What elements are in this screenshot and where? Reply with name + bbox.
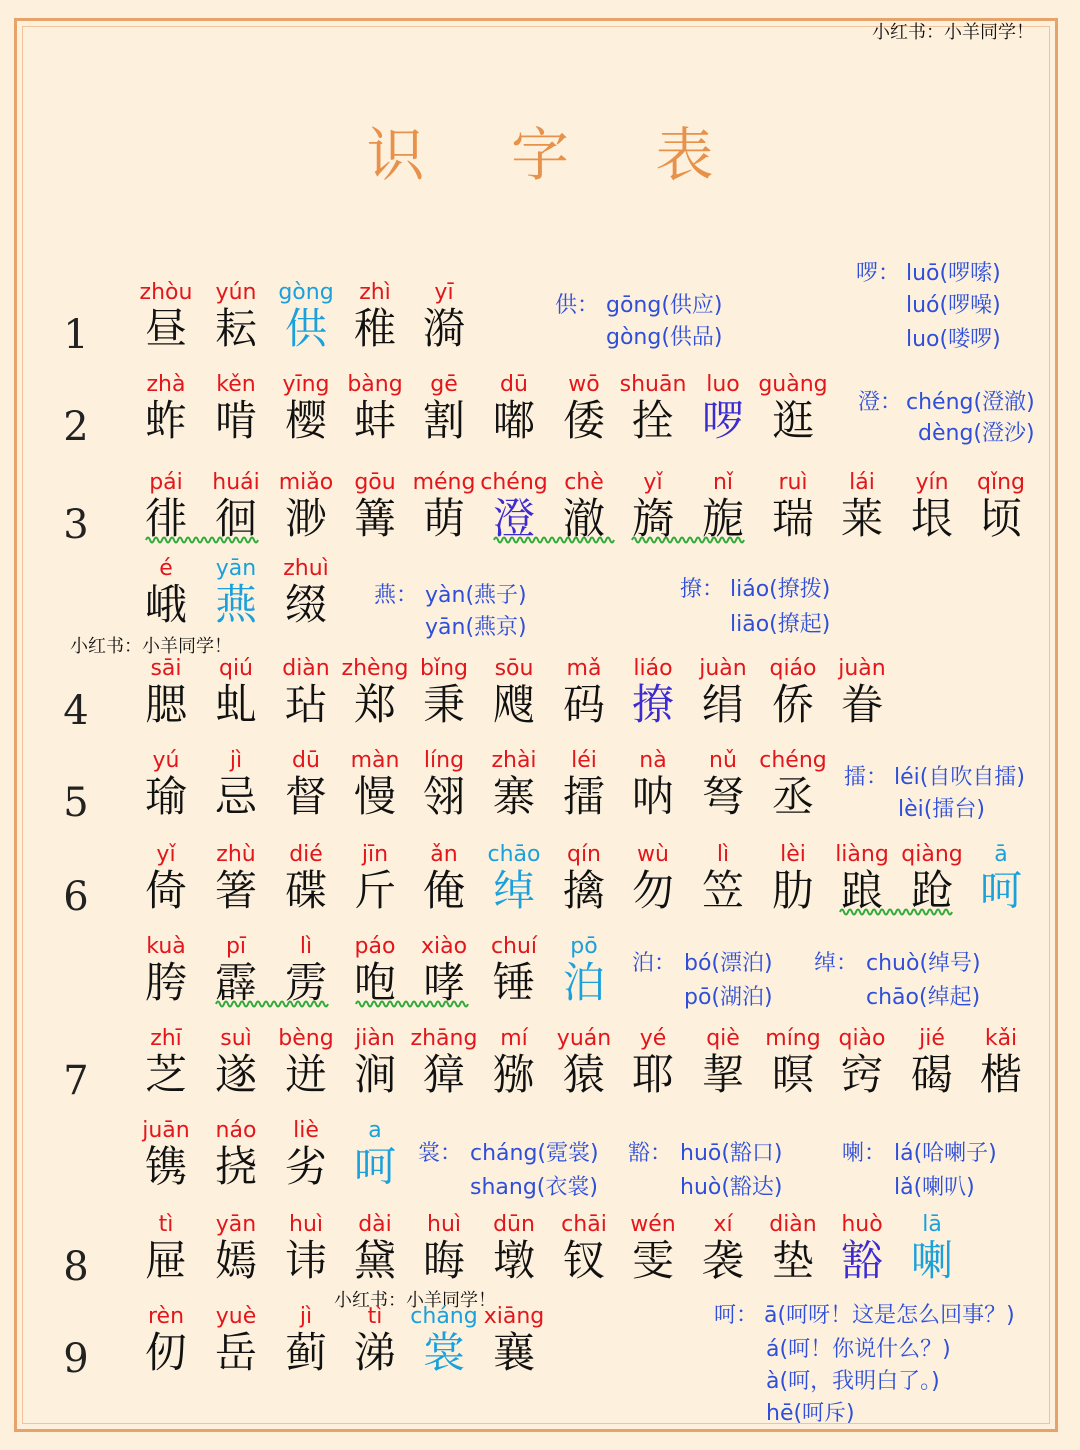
pinyin: xiāng: [483, 1304, 545, 1329]
pinyin: sāi: [150, 656, 182, 681]
hanzi: 眷: [840, 680, 883, 729]
note-luo-1: luō(啰嗦): [906, 261, 1001, 286]
pinyin: tì: [158, 1212, 174, 1237]
hanzi: 雳: [284, 958, 327, 1007]
hanzi: 翎: [422, 772, 465, 821]
note-lei-1: léi(自吹自擂): [894, 765, 1025, 790]
hanzi: 燕: [214, 580, 257, 629]
note-luo-2: luó(啰噪): [906, 293, 1001, 318]
hanzi: 讳: [284, 1236, 327, 1285]
pinyin: chāi: [561, 1212, 607, 1237]
pinyin: yuán: [556, 1026, 612, 1051]
hanzi: 徊: [214, 494, 257, 543]
pinyin: qiáo: [769, 656, 817, 681]
hanzi: 弩: [701, 772, 744, 821]
pinyin: kǎi: [984, 1026, 1018, 1051]
pinyin: guàng: [758, 372, 828, 397]
note-liao-1: liáo(撩拨): [730, 577, 831, 602]
note-liao-head: 撩：: [680, 577, 725, 602]
hanzi: 蚱: [144, 396, 187, 445]
hanzi: 瑜: [144, 772, 187, 821]
pinyin: lì: [299, 934, 313, 959]
note-luo-3: luo(喽啰): [906, 327, 1001, 352]
note-yan-head: 燕：: [374, 583, 419, 608]
watermark-lower: 小红书：小羊同学！: [334, 1290, 496, 1311]
hanzi: 郑: [353, 680, 396, 729]
pinyin: yǐ: [643, 470, 663, 495]
hanzi: 劣: [284, 1142, 327, 1191]
pinyin: gōu: [354, 470, 396, 495]
pinyin: jié: [919, 1026, 945, 1051]
hanzi: 哮: [422, 958, 465, 1007]
pinyin: chāo: [487, 842, 541, 867]
pinyin: yān: [215, 556, 257, 581]
hanzi: 呐: [631, 772, 674, 821]
note-bo-1: bó(漂泊): [684, 951, 773, 976]
pinyin: zhài: [491, 748, 537, 773]
row-number: 7: [63, 1058, 89, 1104]
pinyin: mǎ: [566, 656, 602, 681]
hanzi: 峨: [144, 580, 187, 629]
row-number: 3: [63, 502, 89, 548]
hanzi: 啰: [701, 396, 744, 445]
hanzi: 窍: [840, 1050, 883, 1099]
note-gong-1: gōng(供应): [606, 293, 723, 318]
hanzi: 虬: [214, 680, 257, 729]
hanzi: 猕: [492, 1050, 535, 1099]
hanzi: 旖: [631, 494, 674, 543]
row-number: 8: [63, 1244, 89, 1290]
hanzi: 侨: [771, 680, 814, 729]
pinyin: liè: [293, 1118, 319, 1143]
hanzi: 屉: [144, 1236, 187, 1285]
pinyin: zhù: [216, 842, 256, 867]
note-huo-1: huō(豁口): [680, 1141, 783, 1166]
hanzi: 玷: [284, 680, 327, 729]
pinyin: tì: [367, 1304, 383, 1329]
hanzi: 喇: [910, 1236, 953, 1285]
hanzi: 蓟: [284, 1328, 327, 1377]
note-gong-head: 供：: [555, 293, 600, 318]
hanzi: 芝: [144, 1050, 187, 1099]
hanzi: 寨: [492, 772, 535, 821]
hanzi: 豁: [840, 1236, 883, 1285]
pinyin: bèng: [278, 1026, 334, 1051]
note-shang-1: cháng(霓裳): [470, 1141, 599, 1166]
pinyin: lā: [922, 1212, 942, 1237]
hanzi: 旎: [701, 494, 744, 543]
pinyin: liáo: [633, 656, 673, 681]
pinyin: gē: [430, 372, 458, 397]
hanzi: 莱: [840, 494, 883, 543]
note-chuo-2: chāo(绰起): [866, 985, 981, 1010]
pinyin: màn: [350, 748, 400, 773]
hanzi: 绢: [701, 680, 744, 729]
note-cheng-1: chéng(澄澈): [906, 390, 1035, 415]
hanzi: 挠: [214, 1142, 257, 1191]
note-liao-2: liāo(撩起): [730, 612, 831, 637]
pinyin: lái: [849, 470, 875, 495]
pinyin: zhà: [146, 372, 186, 397]
hanzi: 肋: [771, 866, 814, 915]
pinyin: nà: [639, 748, 667, 773]
pinyin: dié: [289, 842, 323, 867]
hanzi: 雯: [631, 1236, 674, 1285]
row-number: 6: [63, 874, 89, 920]
pinyin: yī: [434, 280, 454, 305]
pinyin: qiàng: [901, 842, 963, 867]
hanzi: 缀: [284, 580, 327, 629]
hanzi: 勿: [631, 866, 674, 915]
pinyin: chéng: [480, 470, 548, 495]
hanzi: 嘟: [492, 396, 535, 445]
pinyin: qiè: [706, 1026, 740, 1051]
hanzi: 顷: [979, 494, 1022, 543]
hanzi: 箸: [214, 866, 257, 915]
hanzi: 呵: [979, 866, 1022, 915]
hanzi: 迸: [284, 1050, 327, 1099]
pinyin: míng: [765, 1026, 821, 1051]
hanzi: 垫: [771, 1236, 814, 1285]
hanzi: 秉: [422, 680, 465, 729]
pinyin: yǐ: [156, 842, 176, 867]
pinyin: yú: [152, 748, 180, 773]
hanzi: 钗: [562, 1236, 605, 1285]
pinyin: nǔ: [709, 748, 737, 773]
hanzi: 挈: [701, 1050, 744, 1099]
pinyin: kuà: [146, 934, 186, 959]
pinyin: dài: [358, 1212, 392, 1237]
note-bo-head: 泊：: [632, 951, 677, 976]
note-gong-2: gòng(供品): [606, 325, 723, 350]
note-cheng-2: dèng(澄沙): [918, 421, 1035, 446]
pinyin: xiào: [420, 934, 468, 959]
hanzi: 慢: [353, 772, 396, 821]
hanzi: 呵: [353, 1142, 396, 1191]
hanzi: 码: [562, 680, 605, 729]
pinyin: pī: [225, 934, 247, 959]
pinyin: cháng: [410, 1304, 478, 1329]
hanzi: 笠: [701, 866, 744, 915]
pinyin: diàn: [769, 1212, 817, 1237]
hanzi: 徘: [144, 494, 187, 543]
pinyin: huì: [427, 1212, 461, 1237]
pinyin: ruì: [778, 470, 808, 495]
hanzi: 涕: [353, 1328, 396, 1377]
pinyin: juàn: [838, 656, 886, 681]
pinyin: yuè: [215, 1304, 257, 1329]
hanzi: 裳: [422, 1328, 465, 1377]
pinyin: gòng: [278, 280, 334, 305]
note-huo-head: 豁：: [628, 1141, 673, 1166]
pinyin: chéng: [759, 748, 827, 773]
pinyin: sōu: [494, 656, 534, 681]
pinyin: yín: [915, 470, 949, 495]
hanzi: 泊: [562, 958, 605, 1007]
hanzi: 晦: [422, 1236, 465, 1285]
pinyin: dū: [292, 748, 320, 773]
hanzi: 咆: [353, 958, 396, 1007]
pinyin: yān: [215, 1212, 257, 1237]
pinyin: nǐ: [712, 470, 734, 495]
pinyin: huò: [841, 1212, 883, 1237]
hanzi: 獐: [422, 1050, 465, 1099]
pinyin: zhèng: [341, 656, 409, 681]
hanzi: 逛: [771, 396, 814, 445]
hanzi: 跄: [910, 866, 953, 915]
pinyin: wén: [630, 1212, 676, 1237]
hanzi: 耶: [631, 1050, 674, 1099]
pinyin: yún: [215, 280, 257, 305]
pinyin: pái: [149, 470, 183, 495]
pinyin: qín: [566, 842, 602, 867]
hanzi: 丞: [771, 772, 814, 821]
note-yan-2: yān(燕京): [425, 615, 527, 640]
note-huo-2: huò(豁达): [680, 1175, 783, 1200]
pinyin: juàn: [699, 656, 747, 681]
hanzi: 嫣: [214, 1236, 257, 1285]
hanzi: 暝: [771, 1050, 814, 1099]
hanzi: 瑞: [771, 494, 814, 543]
note-bo-2: pō(湖泊): [684, 985, 773, 1010]
pinyin: shuān: [619, 372, 687, 397]
note-he-2: á(呵！你说什么？): [766, 1337, 951, 1362]
hanzi: 忌: [214, 772, 257, 821]
pinyin: yīng: [282, 372, 330, 397]
pinyin: jì: [229, 748, 243, 773]
hanzi: 垠: [910, 494, 953, 543]
note-cheng-head: 澄：: [858, 390, 903, 415]
pinyin: náo: [215, 1118, 257, 1143]
hanzi: 澈: [562, 494, 605, 543]
pinyin: léi: [571, 748, 597, 773]
pinyin: mí: [500, 1026, 528, 1051]
pinyin: dū: [500, 372, 528, 397]
hanzi: 霹: [214, 958, 257, 1007]
pinyin: pō: [570, 934, 598, 959]
hanzi: 襄: [492, 1328, 535, 1377]
hanzi: 拴: [631, 396, 674, 445]
hanzi: 篝: [353, 494, 396, 543]
hanzi: 飕: [492, 680, 535, 729]
pinyin: juān: [142, 1118, 190, 1143]
row-number: 4: [63, 688, 89, 734]
hanzi: 供: [284, 304, 327, 353]
note-chuo-head: 绰：: [814, 951, 859, 976]
pinyin: zhāng: [410, 1026, 478, 1051]
hanzi: 镌: [144, 1142, 187, 1191]
note-he-1: ā(呵呀！这是怎么回事？): [764, 1303, 1015, 1328]
pinyin: huì: [289, 1212, 323, 1237]
row-number: 1: [63, 312, 89, 358]
pinyin: wō: [568, 372, 600, 397]
pinyin: zhì: [359, 280, 391, 305]
pinyin: jì: [299, 1304, 313, 1329]
pinyin: rèn: [147, 1304, 185, 1329]
pinyin: zhuì: [283, 556, 329, 581]
hanzi: 昼: [144, 304, 187, 353]
hanzi: 碣: [910, 1050, 953, 1099]
page-title: 识 字 表: [366, 121, 748, 189]
hanzi: 蚌: [353, 396, 396, 445]
pinyin: jiàn: [355, 1026, 395, 1051]
hanzi: 漪: [422, 304, 465, 353]
hanzi: 樱: [284, 396, 327, 445]
hanzi: 袭: [701, 1236, 744, 1285]
note-he-4: hē(呵斥): [766, 1401, 855, 1426]
hanzi: 啃: [214, 396, 257, 445]
pinyin: luo: [706, 372, 740, 397]
pinyin: zhòu: [139, 280, 193, 305]
hanzi: 俺: [422, 866, 465, 915]
pinyin: suì: [220, 1026, 252, 1051]
note-lei-head: 擂：: [844, 765, 889, 790]
pinyin: chuí: [490, 934, 538, 959]
note-chuo-1: chuò(绰号): [866, 951, 981, 976]
hanzi: 督: [284, 772, 327, 821]
pinyin: lèi: [780, 842, 806, 867]
note-he-head: 呵：: [714, 1303, 759, 1328]
hanzi: 黛: [353, 1236, 396, 1285]
pinyin: diàn: [282, 656, 330, 681]
pinyin: páo: [354, 934, 396, 959]
pinyin: yé: [639, 1026, 667, 1051]
pinyin: a: [368, 1118, 382, 1143]
pinyin: kěn: [216, 372, 256, 397]
note-he-3: à(呵，我明白了。): [766, 1369, 940, 1394]
hanzi: 斤: [353, 866, 396, 915]
row-number: 2: [63, 404, 89, 450]
pinyin: chè: [564, 470, 604, 495]
pinyin: líng: [423, 748, 465, 773]
hanzi: 踉: [840, 866, 883, 915]
hanzi: 涧: [353, 1050, 396, 1099]
pinyin: ā: [994, 842, 1008, 867]
hanzi: 渺: [284, 494, 327, 543]
hanzi: 擒: [562, 866, 605, 915]
pinyin: bàng: [347, 372, 403, 397]
note-yan-1: yàn(燕子): [425, 583, 527, 608]
note-lei-2: lèi(擂台): [898, 797, 985, 822]
hanzi: 绰: [492, 866, 535, 915]
note-shang-head: 裳：: [418, 1141, 463, 1166]
watermark-top: 小红书：小羊同学！: [872, 22, 1034, 43]
pinyin: bǐng: [420, 656, 468, 681]
hanzi: 遂: [214, 1050, 257, 1099]
row-number: 5: [63, 780, 89, 826]
watermark-middle: 小红书：小羊同学！: [70, 636, 232, 657]
hanzi: 墩: [492, 1236, 535, 1285]
hanzi: 仞: [144, 1328, 187, 1377]
hanzi: 耘: [214, 304, 257, 353]
hanzi: 擂: [562, 772, 605, 821]
hanzi: 澄: [492, 494, 535, 543]
hanzi: 割: [422, 396, 465, 445]
hanzi: 萌: [422, 494, 465, 543]
hanzi: 岳: [214, 1328, 257, 1377]
pinyin: dūn: [493, 1212, 535, 1237]
note-luo-head: 啰：: [856, 261, 901, 286]
pinyin: é: [159, 556, 173, 581]
hanzi: 楷: [979, 1050, 1022, 1099]
note-la-1: lá(哈喇子): [894, 1141, 997, 1166]
pinyin: wù: [637, 842, 669, 867]
note-la-2: lǎ(喇叭): [894, 1175, 975, 1200]
hanzi: 猿: [562, 1050, 605, 1099]
hanzi: 撩: [631, 680, 674, 729]
hanzi: 胯: [144, 958, 187, 1007]
hanzi: 腮: [144, 680, 187, 729]
note-la-head: 喇：: [842, 1141, 887, 1166]
pinyin: huái: [212, 470, 260, 495]
pinyin: qiú: [218, 656, 254, 681]
pinyin: xí: [713, 1212, 733, 1237]
hanzi: 锤: [492, 958, 535, 1007]
pinyin: zhī: [150, 1026, 182, 1051]
pinyin: liàng: [835, 842, 889, 867]
note-shang-2: shang(衣裳): [470, 1175, 598, 1200]
hanzi: 稚: [353, 304, 396, 353]
pinyin: ǎn: [430, 842, 458, 867]
pinyin: jīn: [361, 842, 389, 867]
pinyin: lì: [716, 842, 730, 867]
row-number: 9: [63, 1336, 89, 1382]
pinyin: méng: [412, 470, 476, 495]
pinyin: qiào: [838, 1026, 886, 1051]
pinyin: miǎo: [278, 470, 334, 495]
pinyin: qǐng: [977, 470, 1025, 495]
hanzi: 倭: [562, 396, 605, 445]
hanzi: 倚: [144, 866, 187, 915]
hanzi: 碟: [284, 866, 327, 915]
